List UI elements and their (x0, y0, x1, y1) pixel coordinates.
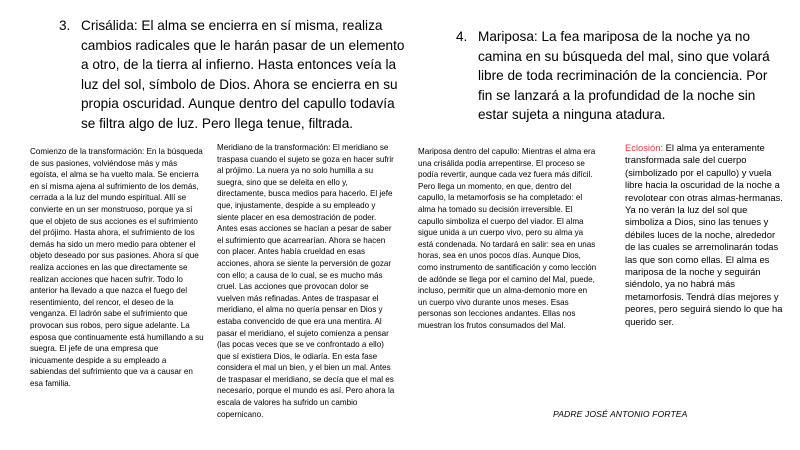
column-butterfly-in-cocoon (418, 146, 598, 332)
column-transformation-start (30, 146, 204, 389)
column-transformation-meridian-text: Meridiano de la transformación: El meridiano se traspasa cuando el sujeto se goza en hacer sufrir al prójimo. La nuera ya no solo humilla a su suegra, sino que se deleita en ello y, directamente, busca medios para hacerlo. El jefe que, injustamente, despide a su empleado y siente placer en esa demostración de poder. Antes esas acciones se hacían a pesar de saber el sufrimiento que acarrearían. Ahora se hacen con placer. Antes había crueldad en esas acciones, ahora se siente la perversión de gozar con ello; a causa de lo cual, se es mucho más cruel. Las acciones que provocan dolor se vuelven más refinadas. Antes de traspasar el meridiano, el alma no quería pensar en Dios y estaba convencido de que era una mentira. Al pasar el meridiano, el sujeto comienza a pensar (las pocas veces que se ve confrontado a ello) que sí existiera Dios, le odiaría. En esta fase considera el mal un bien, y el bien un mal. Antes de traspasar el meridiano, se decía que el mal es necesario, porque el mundo es así. Pero ahora la escala de valores ha sufrido un cambio copernicano. (217, 143, 395, 419)
column-eclosion-lead: Eclosión: (625, 142, 664, 153)
heading-item-4 (456, 27, 778, 125)
column-transformation-meridian (217, 142, 395, 420)
heading-item-4-number: 4. (456, 29, 468, 44)
heading-item-4-text: Mariposa: La fea mariposa de la noche ya no camina en su búsqueda del mal, sino que volará libre de toda recriminación de la conciencia. Por fin se lanzará a la profundidad de la noche sin estar sujeta a ninguna atadura. (478, 29, 770, 123)
author-signature: PADRE JOSÉ ANTONIO FORTEA (553, 409, 688, 419)
heading-item-3-number: 3. (59, 18, 71, 33)
column-eclosion (625, 142, 783, 328)
heading-item-3-text: Crisálida: El alma se encierra en sí misma, realiza cambios radicales que le harán pasar de un elemento a otro, de la tierra al infierno. Hasta entonces veía la luz del sol, símbolo de Dios. Ahora se encierra en su propia oscuridad. Aunque dentro del capullo todavía se filtra algo de luz. Pero llega tenue, filtrada. (81, 18, 405, 131)
column-butterfly-in-cocoon-text: Mariposa dentro del capullo: Mientras el alma era una crisálida podía arrepentirse. El proceso se podía revertir, aunque cada vez fuera más difícil. Pero llega un momento, en que, dentro del capullo, la metamorfosis se ha completado: el alma ha tomado su decisión irreversible. El capullo simboliza el cuerpo del viador. El alma sigue unida a un cuerpo vivo, pero su alma ya está condenada. No tardará en salir: sea en unas horas, sea en unos pocos días. Aunque Dios, como instrumento de santificación y como lección de adónde se llega por el camino del Mal, puede, incluso, permitir que un alma-demonio more en un cuerpo vivo durante unos meses. Esas personas son lecciones andantes. Ellas nos muestran los frutos consumados del Mal. (418, 147, 597, 330)
heading-item-3 (59, 16, 411, 134)
column-transformation-start-text: Comienzo de la transformación: En la búsqueda de sus pasiones, volviéndose más y más egoísta, el alma se ha vuelto mala. Se encierra en sí misma ajena al sufrimiento de los demás, cerrada a la luz del mundo espiritual. Allí se convierte en un ser monstruoso, porque ya sí que el objeto de sus acciones es el sufrimiento del prójimo. Hasta ahora, el sufrimiento de los demás ha sido un mero medio para obtener el objeto deseado por sus pasiones. Ahora sí que realiza acciones en las que directamente se realizan acciones que hacen sufrir. Todo lo anterior ha llevado a que nazca el fuego del resentimiento, del rencor, el deseo de la venganza. El ladrón sabe el sufrimiento que provocan sus robos, pero sigue adelante. La esposa que continuamente está humillando a su suegra. El jefe de una empresa que inicuamente despide a su empleado a sabiendas del sufrimiento que va a causar en esa familia. (30, 147, 204, 388)
column-eclosion-text: El alma ya enteramente transformada sale del cuerpo (simbolizado por el capullo) y vuela libre hacia la oscuridad de la noche a revolotear con otras almas-hermanas. Ya no verán la luz del sol que simboliza a Dios, sino las tenues y débiles luces de la noche, alrededor de las cuales se arremolinarán todas las que son como ellas. El alma es mariposa de la noche y seguirán siéndolo, ya no habrá más metamorfosis. Tendrá días mejores y peores, pero seguirá siendo lo que ha querido ser. (625, 142, 783, 327)
